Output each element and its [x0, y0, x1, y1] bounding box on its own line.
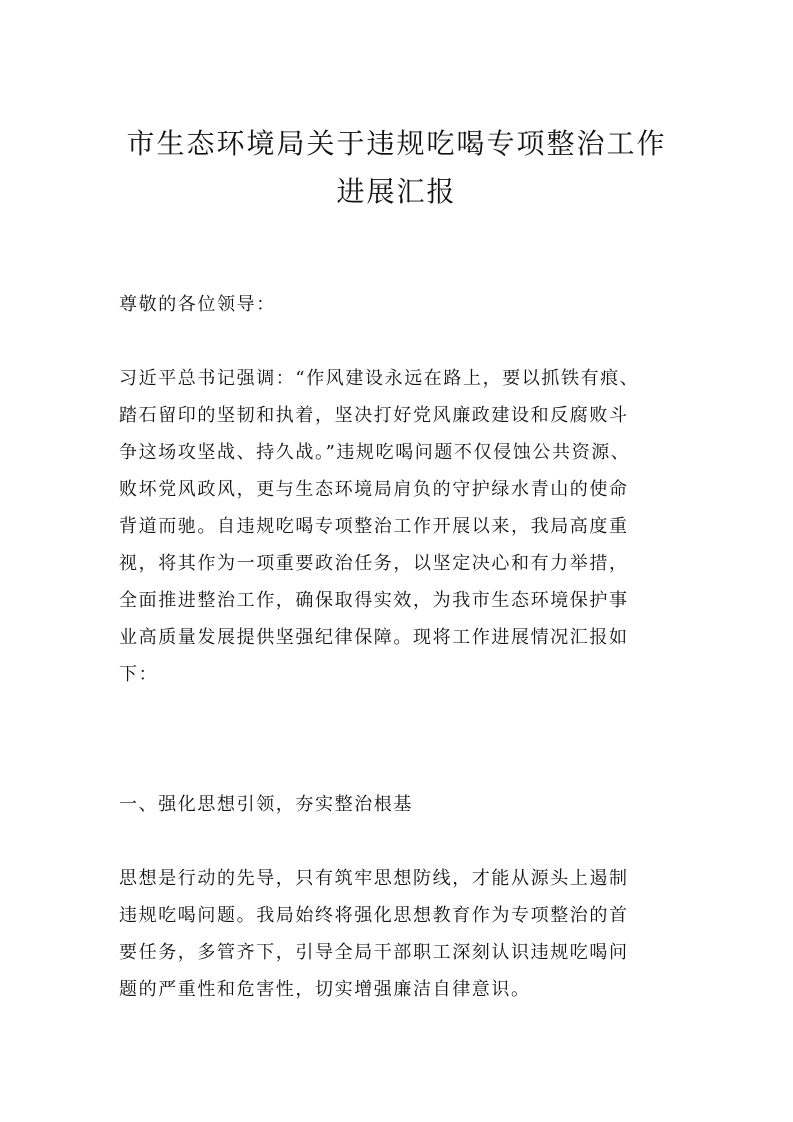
paragraph-line: 争这场攻坚战、持久战。”违规吃喝问题不仅侵蚀公共资源、 [119, 442, 631, 463]
paragraph-line: 违规吃喝问题。我局始终将强化思想教育作为专项整治的首 [119, 905, 629, 926]
paragraph-line: 踏石留印的坚韧和执着，坚决打好党风廉政建设和反腐败斗 [119, 405, 629, 426]
paragraph-line: 背道而驰。自违规吃喝专项整治工作开展以来，我局高度重 [119, 516, 629, 537]
paragraph-line: 业高质量发展提供坚强纪律保障。现将工作进展情况汇报如 [119, 627, 629, 648]
document-title-line-2: 进展汇报 [336, 175, 457, 208]
document-title-line-1: 市生态环境局关于违规吃喝专项整治工作 [126, 127, 667, 160]
paragraph-line: 全面推进整治工作，确保取得实效，为我市生态环境保护事 [119, 590, 629, 611]
salutation: 尊敬的各位领导： [119, 294, 276, 315]
paragraph-line: 题的严重性和危害性，切实增强廉洁自律意识。 [119, 979, 531, 1000]
paragraph-line: 思想是行动的先导，只有筑牢思想防线，才能从源头上遏制 [119, 868, 629, 889]
section-paragraph [119, 860, 679, 1008]
intro-paragraph [119, 360, 679, 693]
paragraph-line: 习近平总书记强调：“作风建设永远在路上，要以抓铁有痕、 [119, 368, 640, 389]
paragraph-line: 下： [119, 664, 159, 685]
paragraph-line: 要任务，多管齐下，引导全局干部职工深刻认识违规吃喝问 [119, 942, 629, 963]
section-heading: 一、强化思想引领，夯实整治根基 [119, 794, 413, 815]
paragraph-line: 视，将其作为一项重要政治任务，以坚定决心和有力举措， [119, 553, 629, 574]
paragraph-line: 败坏党风政风，更与生态环境局肩负的守护绿水青山的使命 [119, 479, 629, 500]
